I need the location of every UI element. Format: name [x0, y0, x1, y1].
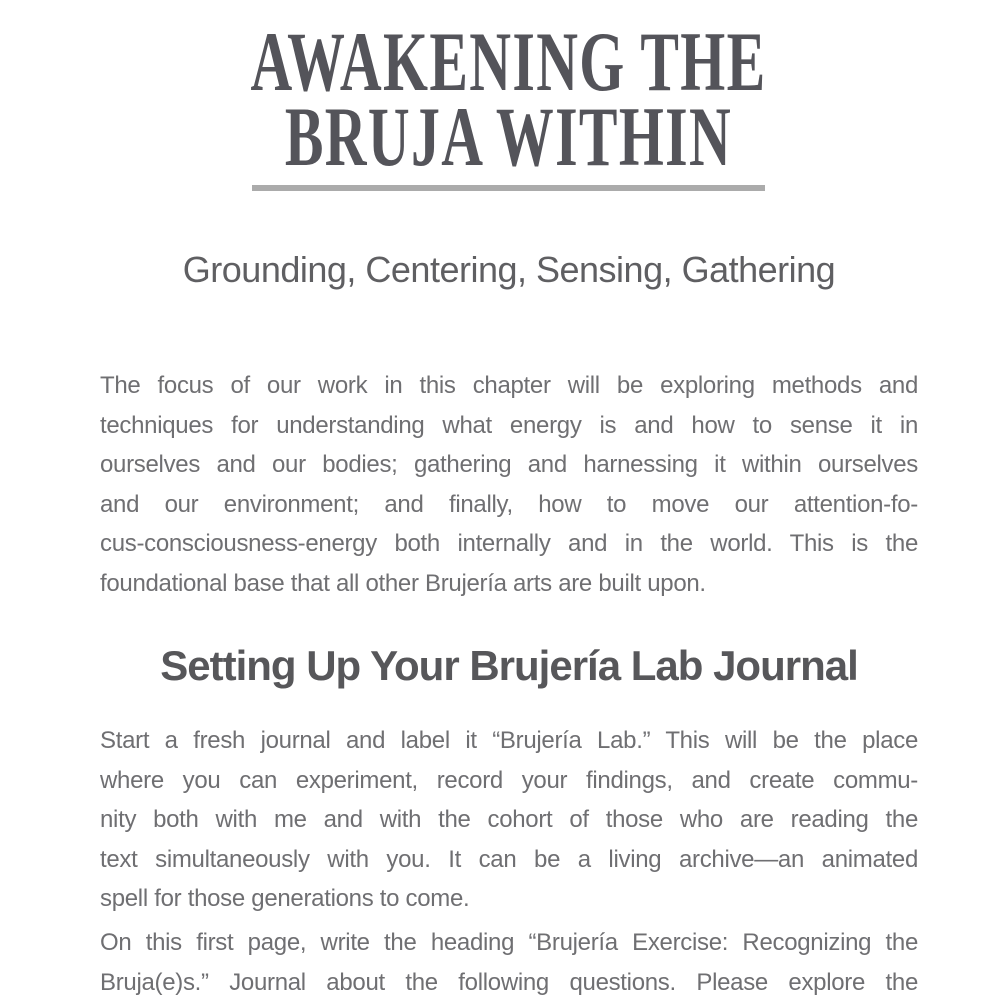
body-text-line: cus-consciousness-energy both internally and in the world. This is the	[100, 530, 918, 557]
chapter-title	[163, 15, 855, 184]
body-text-line: On this first page, write the heading “Brujería Exercise: Recognizing the	[100, 929, 918, 956]
body-text-line: The focus of our work in this chapter will be exploring methods and	[100, 372, 918, 399]
body-text-line: where you can experiment, record your findings, and create commu-	[100, 766, 918, 794]
body-paragraph-first-page	[100, 923, 918, 1000]
chapter-subtitle: Grounding, Centering, Sensing, Gathering	[182, 249, 836, 290]
body-text-line: nity both with me and with the cohort of those who are reading the	[100, 806, 918, 833]
body-text-line: spell for those generations to come.	[100, 885, 470, 912]
body-text-line: ourselves and our bodies; gathering and harnessing it within ourselves	[100, 451, 918, 478]
body-paragraph-journal-setup	[100, 721, 918, 919]
chapter-title-line-2: BRUJA WITHIN	[284, 90, 733, 184]
body-text-line: text simultaneously with you. It can be a living archive—an animated	[100, 845, 918, 873]
body-text-line: Bruja(e)s.” Journal about the following questions. Please explore the	[100, 968, 918, 996]
body-paragraph-intro	[100, 366, 918, 603]
body-text-line: techniques for understanding what energy is and how to sense it in	[100, 411, 918, 439]
body-text-line: and our environment; and finally, how to move our attention-fo-	[100, 490, 918, 518]
title-divider-rule	[252, 185, 765, 191]
chapter-title-line-1: AWAKENING THE	[250, 15, 767, 109]
body-text-line: foundational base that all other Brujería arts are built upon.	[100, 569, 706, 597]
body-text-line: Start a fresh journal and label it “Brujería Lab.” This will be the place	[100, 727, 918, 754]
section-heading: Setting Up Your Brujería Lab Journal	[160, 642, 858, 689]
